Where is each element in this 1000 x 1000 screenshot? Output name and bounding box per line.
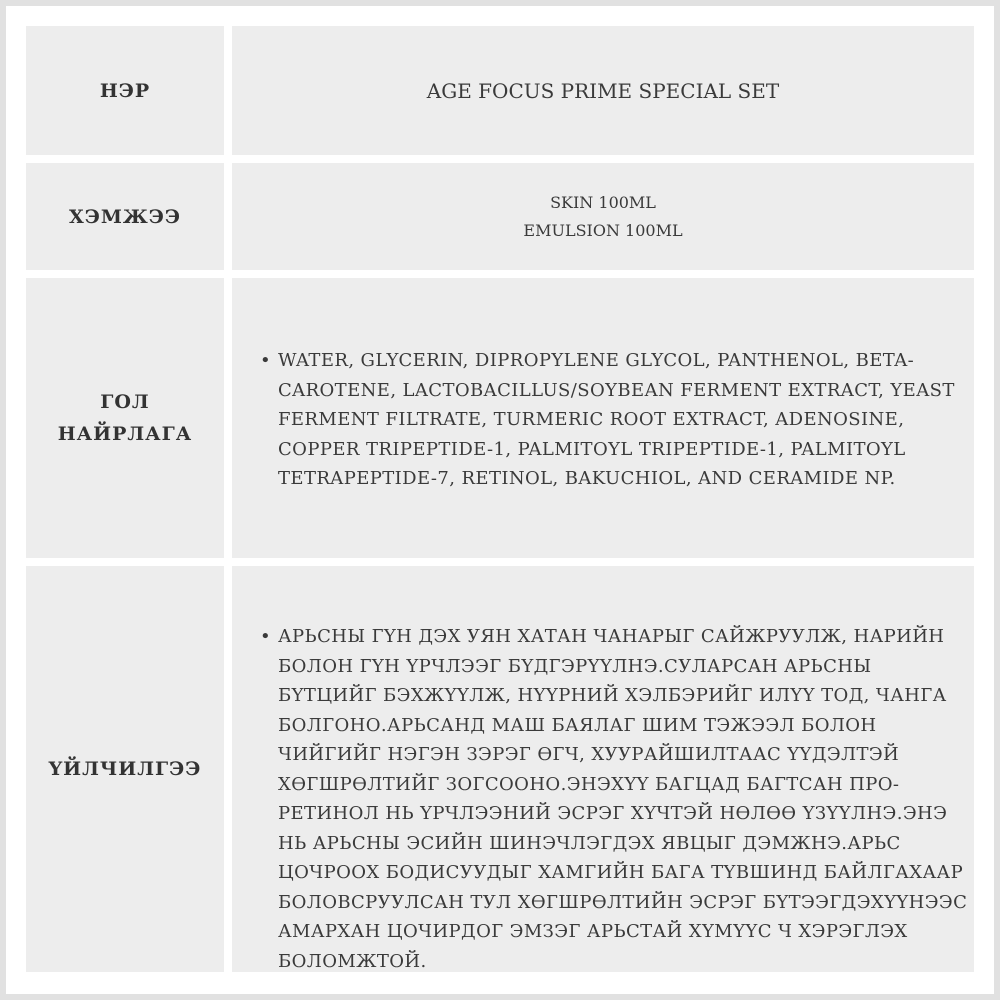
benefits-list-item: • АРЬСНЫ ГҮН ДЭХ УЯН ХАТАН ЧАНАРЫГ САЙЖРУУЛЖ, НАРИЙН БОЛОН ГҮН ҮРЧЛЭЭГ БҮДГЭРҮҮЛНЭ.СУЛАРСАН АРЬСНЫ БҮТЦИЙГ БЭХЖҮҮЛЖ, НҮҮРНИЙ ХЭЛБЭРИЙГ ИЛҮҮ ТОД, ЧАНГА БОЛГОНО.АРЬСАНД МАШ БАЯЛАГ ШИМ ТЭЖЭЭЛ БОЛОН ЧИЙГИЙГ НЭГЭН ЗЭРЭГ ӨГЧ, ХУУРАЙШИЛТААС ҮҮДЭЛТЭЙ ХӨГШРӨЛТИЙГ ЗОГСООНО.ЭНЭХҮҮ БАГЦАД БАГТСАН ПРО-РЕТИНОЛ НЬ ҮРЧЛЭЭНИЙ ЭСРЭГ ХҮЧТЭЙ НӨЛӨӨ ҮЗҮҮЛНЭ.ЭНЭ НЬ АРЬСНЫ ЭСИЙН ШИНЭЧЛЭГДЭХ ЯВЦЫГ ДЭМЖНЭ.АРЬС ЦОЧРООХ БОДИСУУДЫГ ХАМГИЙН БАГА ТҮВШИНД БАЙЛГАХААР БОЛОВСРУУЛСАН ТУЛ ХӨГШРӨЛТИЙН ЭСРЭГ БҮТЭЭГДЭХҮҮНЭЭС АМАРХАН ЦОЧИРДОГ ЭМЗЭГ АРЬСТАЙ ХҮМҮҮС Ч ХЭРЭГЛЭХ БОЛОМЖТОЙ. [260, 622, 974, 976]
row-benefits-label [26, 566, 224, 972]
row-size-value [232, 163, 974, 270]
row-ingredients-value [232, 278, 974, 558]
ingredients-list-item: • WATER, GLYCERIN, DIPROPYLENE GLYCOL, PANTHENOL, BETA-CAROTENE, LACTOBACILLUS/SOYBEAN FERMENT EXTRACT, YEAST FERMENT FILTRATE, TURMERIC ROOT EXTRACT, ADENOSINE, COPPER TRIPEPTIDE-1, PALMITOYL TRIPEPTIDE-1, PALMITOYL TETRAPEPTIDE-7, RETINOL, BAKUCHIOL, AND CERAMIDE NP. [260, 346, 974, 494]
row-size-label-text: ХЭМЖЭЭ [68, 205, 182, 228]
row-ingredients-label-line-1: ГОЛ [100, 391, 150, 413]
row-name-label-text: НЭР [99, 79, 151, 102]
row-ingredients-label [26, 278, 224, 558]
row-benefits-label-text: ҮЙЛЧИЛГЭЭ [48, 758, 202, 780]
size-line-emulsion: EMULSION 100ML [523, 220, 683, 240]
product-name: AGE FOCUS PRIME SPECIAL SET [426, 78, 780, 103]
row-size-label [26, 163, 224, 270]
row-benefits-value [232, 566, 974, 972]
row-name-value [232, 26, 974, 155]
row-ingredients-label-line-2: НАЙРЛАГА [57, 423, 193, 445]
row-name-label [26, 26, 224, 155]
product-info-table [26, 26, 974, 972]
size-line-skin: SKIN 100ML [550, 192, 656, 212]
